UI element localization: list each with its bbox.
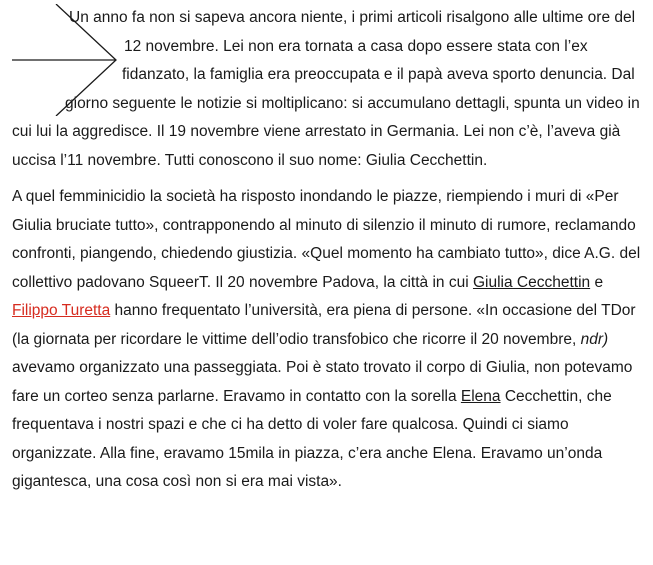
paragraph-body-part4: Cecchettin, che frequentava i nostri spazi e che ci ha detto di voler fare qualcosa. Quindi ci siamo organizzate. Alla fine, eravamo 15mila in piazza, c’era anche Elena. Eravamo un’onda gigantesca, una cosa così non si era mai vista». <box>12 387 612 490</box>
paragraph-body <box>12 183 644 497</box>
paragraph-body-part1: A quel femminicidio la società ha risposto inondando le piazze, riempiendo i muri di «Per Giulia bruciate tutto», contrapponendo al minuto di silenzio il minuto di rumore, reclamando confronti, piangendo, chiedendo giustizia. «Quel momento ha cambiato tutto», dice A.G. del collettivo padovano SqueerT. Il 20 novembre Padova, la città in cui <box>12 188 641 291</box>
article-body <box>12 4 644 497</box>
paragraph-intro <box>12 4 644 175</box>
paragraph-intro-text: Un anno fa non si sapeva ancora niente, i primi articoli risalgono alle ultime ore del 12 novembre. Lei non era tornata a casa dopo essere stata con l’ex fidanzato, la famiglia era preoccupata e il papà aveva sporto denuncia. Dal giorno seguente le notizie si moltiplicano: si accumulano dettagli, spunta un video in cui lui la aggredisce. Il 19 novembre viene arrestato in Germania. Lei non c’è, l’aveva già uccisa l’11 novembre. Tutti conoscono il suo nome: Giulia Cecchettin. <box>12 9 640 169</box>
link-elena[interactable]: Elena <box>460 387 501 405</box>
paragraph-body-and: e <box>590 273 604 291</box>
paragraph-body-part3: avevamo organizzato una passeggiata. Poi è stato trovato il corpo di Giulia, non potevamo fare un corteo senza parlarne. Eravamo in contatto con la sorella <box>12 359 633 405</box>
paragraph-body-part2: hanno frequentato l’università, era piena di persone. «In occasione del TDor (la giornata per ricordare le vittime dell’odio transfobico che ricorre il 20 novembre, <box>12 302 636 348</box>
ndr-note: ndr) <box>580 330 609 348</box>
link-filippo-turetta[interactable]: Filippo Turetta <box>12 302 111 319</box>
link-giulia-cecchettin[interactable]: Giulia Cecchettin <box>472 273 591 291</box>
